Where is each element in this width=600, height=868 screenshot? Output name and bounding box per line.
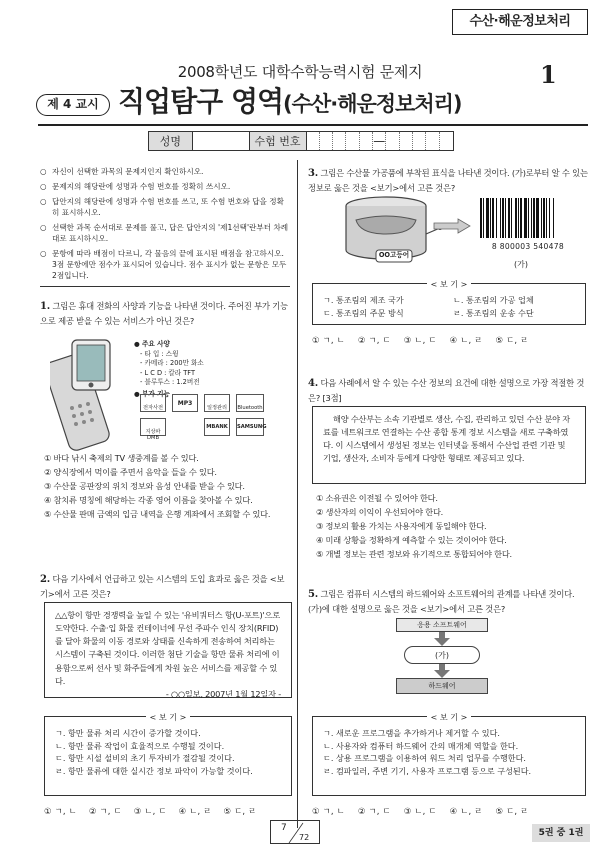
name-label: 성명 [149,132,193,150]
dmb-icon: 지상파 DMB [140,418,166,436]
q4-text: 다음 사례에서 알 수 있는 수산 정보의 요건에 대한 설명으로 가장 적절한 것은? [3점] [308,378,585,403]
footer-page-current: 7 [281,823,287,833]
barcode-bar [515,198,517,238]
q2-article-text: △△항이 항만 경쟁력을 높일 수 있는 '유비쿼터스 항(U-포트)'으로 도약한다. 수출·입 화물 컨테이너에 무선 주파수 인식 장치(RFID)를 달아 화물의 이동 경로와 상태를 신속하게 전송하여 처리하는 시스템이 구축된 것이다. 이러한 첨단 기술을 항만 물류 처리에 이용함으로써 선사 및 화주들에게 차원 높은 서비스를 제공할 수 있다. [55,610,280,686]
barcode-bar [553,198,554,238]
page-slash [271,821,321,845]
q5-bogi [312,712,586,796]
q3-choice[interactable]: ② ㄱ, ㄷ [357,335,391,345]
instruction-item: ○ 문항에 따라 배점이 다르니, 각 물음의 끝에 표시된 배점을 참고하시오. 3점 문항에만 점수가 표시되어 있습니다. 점수 표시가 없는 문항은 모두 2점입니다. [40,249,287,280]
q3-stem [308,166,590,194]
q3-number: 3. [308,168,319,179]
q2-bogi-title: < 보 기 > [146,712,191,722]
q2-choice[interactable]: ④ ㄴ, ㄹ [178,806,212,816]
spec-line: - 카메라 : 200만 화소 [140,359,204,368]
barcode-bar [500,198,501,238]
q5-stem [308,587,590,615]
area-title [118,84,462,122]
q2-bogi-item: ㄹ. 항만 물류에 대한 실시간 정보 파악이 가능할 것이다. [55,765,253,776]
barcode-bar [492,198,494,238]
q3-bogi-item: ㄷ. 통조림의 주문 방식 [323,307,404,318]
q2-choice[interactable]: ① ㄱ, ㄴ [44,806,77,816]
q1-option[interactable]: ⑤ 수산물 판매 금액의 입금 내역을 은행 계좌에서 조회할 수 있다. [44,509,271,519]
q1-option[interactable]: ③ 수산물 공판장의 위치 정보와 음성 안내를 받을 수 있다. [44,481,245,491]
barcode-bar [480,198,482,238]
barcode-bar [490,198,491,238]
q2-choice[interactable]: ② ㄱ, ㄷ [88,806,122,816]
q4-option[interactable]: ④ 미래 상황을 정확하게 예측할 수 있는 것이어야 한다. [316,535,507,545]
barcode-bar [536,198,539,238]
mp3-icon: MP3 [172,394,198,412]
exam-no-cell[interactable] [360,132,373,150]
barcode-bar [486,198,489,238]
sw-hw-diagram [396,618,488,700]
barcode-bar [533,198,535,238]
q1-text: 그림은 휴대 전화의 사양과 기능을 나타낸 것이다. 주어진 부가 기능으로 제공 받을 수 있는 서비스가 아닌 것은? [40,301,288,326]
q2-stem [40,572,292,600]
instruction-rule [40,286,290,287]
q3-bogi-item: ㄱ. 통조림의 제조 국가 [323,295,404,305]
q4-number: 4. [308,378,319,389]
spec-line: - L C D : 칼라 TFT [140,368,196,377]
hardware-box: 하드웨어 [396,678,488,694]
phone-illustration [50,336,130,454]
schedule-icon: 일정관리 [204,394,230,412]
q5-choice[interactable]: ③ ㄴ, ㄷ [403,806,437,816]
phone-spec [134,340,204,399]
barcode-bar [502,198,504,238]
barcode-bar [541,198,542,238]
q5-text: 그림은 컴퓨터 시스템의 하드웨어와 소프트웨어의 관계를 나타낸 것이다. (가)에 대한 설명으로 옳은 것을 <보기>에서 고른 것은? [308,589,575,614]
q3-bogi-item: ㄴ. 통조림의 가공 업체 [453,295,534,305]
q1-number: 1. [40,301,51,312]
barcode-bar [518,198,519,238]
q5-bogi-item: ㄱ. 새로운 프로그램을 추가하거나 제거할 수 있다. [323,728,500,738]
q3-bogi-item: ㄹ. 통조림의 운송 수단 [453,307,534,318]
barcode-bar [549,198,550,238]
q4-option[interactable]: ② 생산자의 이익이 우선되어야 한다. [316,507,444,517]
q1-option[interactable]: ① 바다 낚시 축제의 TV 생중계를 볼 수 있다. [44,453,199,463]
q5-bogi-title: < 보 기 > [427,712,472,722]
barcode-bar [543,198,545,238]
barcode-bar [511,198,512,238]
q5-bogi-item: ㄴ. 사용자와 컴퓨터 하드웨어 간의 매개체 역할을 한다. [323,740,519,751]
arrow-icon [432,218,472,234]
arrow-down-icon [432,632,452,646]
barcode-digits: 8 800003 540478 [491,242,565,252]
exam-no-cell[interactable] [386,132,399,150]
barcode-bar [528,198,529,238]
q3-choice[interactable]: ③ ㄴ, ㄷ [403,335,437,345]
exam-no-cell[interactable] [333,132,346,150]
instruction-item: ○ 선택한 과목 순서대로 문제를 풀고, 답은 답안지의 '제1선택'란부터 차례대로 표시하시오. [40,223,289,243]
barcode-bar [508,198,510,238]
q2-bogi [44,712,292,796]
q1-option[interactable]: ④ 참치류 명칭에 해당하는 각종 영어 이름을 찾아볼 수 있다. [44,495,253,505]
spec-title: ● 주요 사양 [134,340,170,348]
q2-choice[interactable]: ⑤ ㄷ, ㄹ [223,806,257,816]
exam-no-cell[interactable] [346,132,359,150]
exam-no-dash: — [373,134,386,148]
q5-choices [312,805,528,817]
exam-no-cell[interactable] [413,132,426,150]
spec-line: - 타 입 : 스윙 [140,349,179,358]
q2-bogi-item: ㄴ. 항만 물류 작업이 효율적으로 수행될 것이다. [55,740,225,751]
barcode-bar [505,198,506,238]
barcode-bar [520,198,522,238]
instruction-item: ○ 자신이 선택한 과목의 문제지인지 확인하시오. [40,167,204,176]
exam-title: 2008학년도 대학수학능력시험 문제지 [177,63,423,81]
q1-option[interactable]: ② 양식장에서 먹이를 주면서 음악을 들을 수 있다. [44,467,217,477]
barcode-bar [546,198,547,238]
q2-source: - ○○일보, 2007년 1월 12일자 - [165,688,281,699]
title-rule [38,124,588,126]
exam-no-cell[interactable] [426,132,439,150]
app-software-box: 응용 소프트웨어 [396,618,488,632]
subject-box: 수산·해운정보처리 [452,9,588,35]
instruction-item: ○ 문제지의 해당란에 성명과 수험 번호를 정확히 쓰시오. [40,182,231,191]
q2-choice[interactable]: ③ ㄴ, ㄷ [133,806,167,816]
barcode-bar [531,198,532,238]
barcode-bar [483,198,484,238]
q2-bogi-item: ㄱ. 항만 물류 처리 시간이 증가할 것이다. [55,728,201,738]
q5-choice[interactable]: ① ㄱ, ㄴ [312,806,345,816]
period-badge: 제 4 교시 [36,94,110,116]
area-title-main: 직업탐구 영역 [118,85,284,118]
q3-choice[interactable]: ④ ㄴ, ㄹ [449,335,483,345]
exam-no-cell[interactable] [440,132,453,150]
barcode-bar [496,198,497,238]
can-label: OO고등어 [378,251,410,259]
q4-stem [308,376,590,404]
q4-option[interactable]: ⑤ 개별 정보는 관련 정보와 유기적으로 통합되어야 한다. [316,549,512,559]
q3-choice[interactable]: ⑤ ㄷ, ㄹ [495,335,529,345]
footer-page-box [270,820,320,844]
q5-choice[interactable]: ⑤ ㄷ, ㄹ [495,806,529,816]
q5-choice[interactable]: ② ㄱ, ㄷ [357,806,391,816]
id-strip [148,131,454,151]
instruction-item: ○ 답안지의 해당란에 성명과 수험 번호를 쓰고, 또 수험 번호와 답을 정확히 표시하시오. [40,197,284,217]
spec-line: - 블루투스 : 1.2버전 [140,378,200,387]
barcode-bars [478,198,578,240]
area-title-sub: (수산·해운정보처리) [283,92,462,116]
page-number: 1 [540,60,557,89]
q3-choices [312,334,528,346]
name-field[interactable] [193,132,250,150]
exam-no-cell[interactable] [307,132,320,150]
barcode-bar [524,198,527,238]
q5-bogi-item: ㄹ. 컴파일러, 주변 기기, 사용자 프로그램 등으로 구성된다. [323,765,532,776]
arrow-down-icon [432,664,452,678]
q3-text: 그림은 수산물 가공품에 부착된 표식을 나타낸 것이다. (가)로부터 알 수 있는 정보로 옳은 것을 <보기>에서 고른 것은? [308,168,588,193]
q5-number: 5. [308,589,319,600]
column-divider [297,160,298,828]
q2-bogi-item: ㄷ. 항만 시설 설비의 초기 투자비가 절감될 것이다. [55,753,235,764]
exam-no-cell[interactable] [400,132,413,150]
dictionary-icon: 전자사전 [140,394,166,412]
ga-box: (가) [404,646,480,664]
bluetooth-icon: Bluetooth [236,394,264,412]
q3-bogi [312,279,586,325]
q3-choice[interactable]: ① ㄱ, ㄴ [312,335,345,345]
q1-stem [40,299,292,327]
q4-case: 해양 수산부는 소속 기관별로 생산, 수집, 관리하고 있던 수산 분야 자료를 네트워크로 연결하는 수산 종합 통계 정보 시스템을 새로 구축하였다. 이 시스템에서 생성된 정보는 인터넷을 통해서 수산업 관련 기관 및 기업, 생산자, 소비자 등에게 다양한 형태로 제공되고 있다. [312,406,586,484]
q3-ga-label: (가) [514,260,528,269]
exam-no-cell[interactable] [320,132,333,150]
q2-choices [44,805,256,817]
q3-bogi-title: < 보 기 > [427,279,472,289]
samsung-icon: SAMSUNG [236,418,264,436]
footer-volume: 5권 중 1권 [532,824,590,842]
q5-bogi-item: ㄷ. 상용 프로그램을 이용하여 워드 처리 업무를 수행한다. [323,753,526,764]
q4-option[interactable]: ① 소유권은 이전될 수 있어야 한다. [316,493,438,503]
q5-choice[interactable]: ④ ㄴ, ㄹ [449,806,483,816]
mbank-icon: MBANK [204,418,230,436]
exam-no-label: 수험 번호 [250,132,307,150]
q2-number: 2. [40,574,51,585]
footer-page-total: 72 [299,833,310,842]
q2-article [44,602,292,698]
barcode [478,198,578,250]
func-title: ● 부가 기능 [134,389,170,398]
q4-option[interactable]: ③ 정보의 활용 가치는 사용자에게 동일해야 한다. [316,521,487,531]
q2-text: 다음 기사에서 언급하고 있는 시스템의 도입 효과로 옳은 것을 <보기>에서 고른 것은? [40,574,285,599]
